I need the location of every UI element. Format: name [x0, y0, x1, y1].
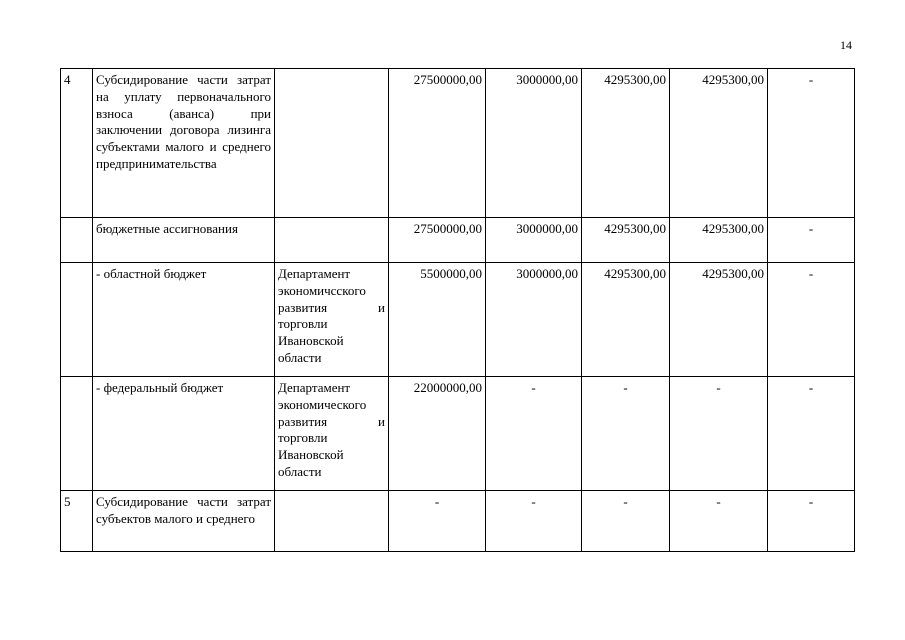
table-row [61, 218, 855, 263]
table-row [61, 263, 855, 377]
activity-name: - областной бюджет [93, 263, 275, 377]
row-index [61, 263, 93, 377]
executor: Департамент экономичсского развития и торговли Ивановской области [275, 263, 389, 377]
year-2-amount: 4295300,00 [582, 69, 670, 218]
year-4-amount: - [768, 218, 855, 263]
row-index [61, 218, 93, 263]
year-3-amount: 4295300,00 [670, 218, 768, 263]
year-2-amount: - [582, 377, 670, 491]
year-1-amount: 3000000,00 [486, 218, 582, 263]
total-amount: 22000000,00 [389, 377, 486, 491]
activity-name: - федеральный бюджет [93, 377, 275, 491]
year-2-amount: 4295300,00 [582, 263, 670, 377]
year-1-amount: - [486, 491, 582, 552]
activity-name: Субсидирование части затрат субъектов малого и среднего [93, 491, 275, 552]
total-amount: 27500000,00 [389, 218, 486, 263]
executor [275, 218, 389, 263]
row-index: 5 [61, 491, 93, 552]
year-2-amount: 4295300,00 [582, 218, 670, 263]
total-amount: 5500000,00 [389, 263, 486, 377]
year-4-amount: - [768, 377, 855, 491]
year-3-amount: 4295300,00 [670, 263, 768, 377]
row-index [61, 377, 93, 491]
executor [275, 491, 389, 552]
activity-name: Субсидирование части затрат на уплату первоначального взноса (аванса) при заключении договора лизинга субъектами малого и среднего предпринимательства [93, 69, 275, 218]
year-4-amount: - [768, 69, 855, 218]
year-3-amount: - [670, 377, 768, 491]
executor [275, 69, 389, 218]
year-1-amount: 3000000,00 [486, 69, 582, 218]
table-row [61, 377, 855, 491]
year-1-amount: - [486, 377, 582, 491]
year-4-amount: - [768, 491, 855, 552]
year-3-amount: 4295300,00 [670, 69, 768, 218]
table-row [61, 491, 855, 552]
budget-table [60, 68, 855, 552]
total-amount: - [389, 491, 486, 552]
activity-name: бюджетные ассигнования [93, 218, 275, 263]
year-3-amount: - [670, 491, 768, 552]
row-index: 4 [61, 69, 93, 218]
table-row [61, 69, 855, 218]
total-amount: 27500000,00 [389, 69, 486, 218]
year-1-amount: 3000000,00 [486, 263, 582, 377]
year-2-amount: - [582, 491, 670, 552]
executor: Департамент экономического развития и торговли Ивановской области [275, 377, 389, 491]
page-number: 14 [840, 38, 852, 52]
year-4-amount: - [768, 263, 855, 377]
